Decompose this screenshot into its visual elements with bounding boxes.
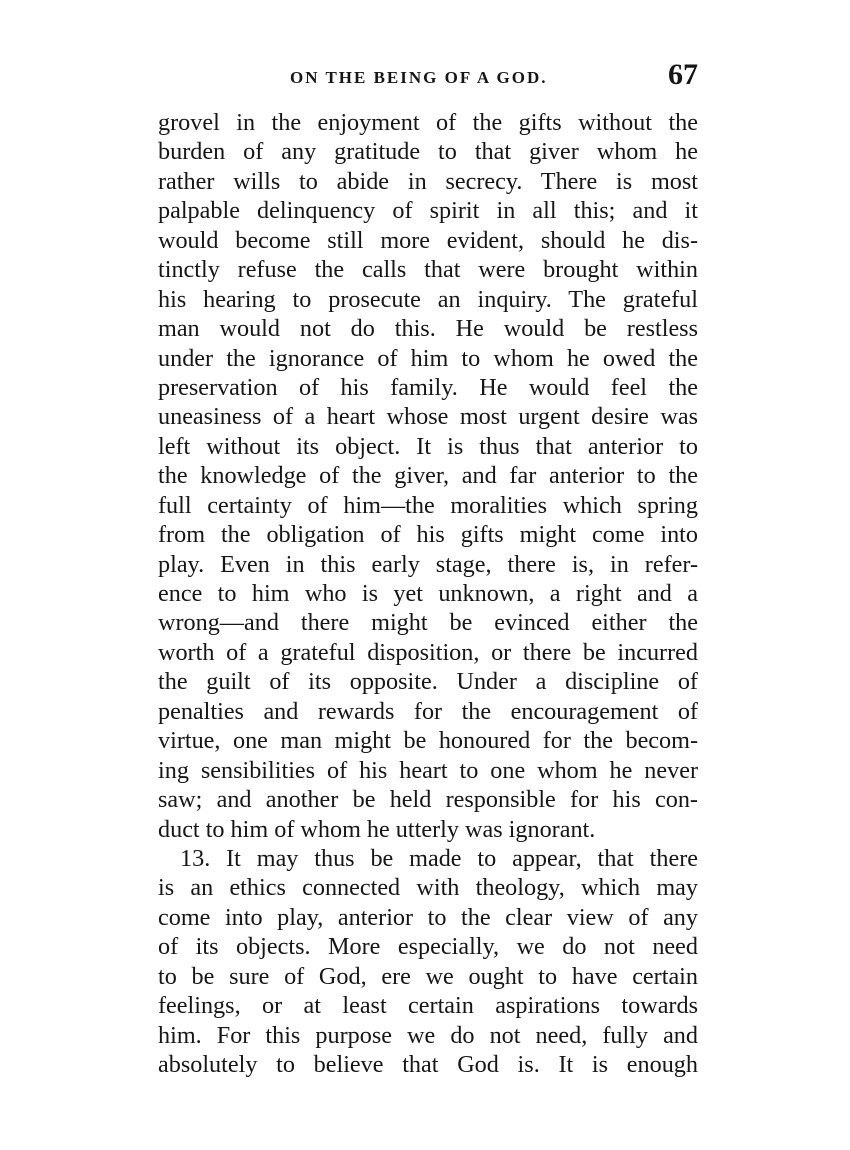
- text-line: to be sure of God, ere we ought to have certain: [158, 962, 698, 990]
- text-line: his hearing to prosecute an inquiry. The grateful: [158, 285, 698, 313]
- text-line: would become still more evident, should he dis-: [158, 226, 698, 254]
- text-line: virtue, one man might be honoured for the becom-: [158, 727, 698, 755]
- text-line: palpable delinquency of spirit in all this; and it: [158, 197, 698, 225]
- text-line: the guilt of its opposite. Under a discipline of: [158, 668, 698, 696]
- text-line: feelings, or at least certain aspirations towards: [158, 992, 698, 1020]
- text-line: come into play, anterior to the clear view of any: [158, 903, 698, 931]
- text-line: is an ethics connected with theology, which may: [158, 874, 698, 902]
- text-line: rather wills to abide in secrecy. There is most: [158, 167, 698, 195]
- text-line: absolutely to believe that God is. It is enough: [158, 1051, 698, 1078]
- text-line: penalties and rewards for the encouragement of: [158, 697, 698, 725]
- text-line: of its objects. More especially, we do not need: [158, 933, 698, 961]
- body-text: [158, 108, 698, 1079]
- text-line: man would not do this. He would be restless: [158, 315, 698, 343]
- paragraph-start-line: 13. It may thus be made to appear, that there: [180, 844, 698, 872]
- text-line: grovel in the enjoyment of the gifts without the: [158, 109, 698, 136]
- text-line: worth of a grateful disposition, or there be incurred: [158, 638, 698, 666]
- text-line: left without its object. It is thus that anterior to: [158, 432, 698, 460]
- text-line: the knowledge of the giver, and far anterior to the: [158, 462, 698, 490]
- text-line: ing sensibilities of his heart to one whom he never: [158, 756, 698, 784]
- paragraph-end-line: duct to him of whom he utterly was ignorant.: [158, 815, 596, 843]
- text-line: play. Even in this early stage, there is, in refer-: [158, 550, 698, 578]
- text-line: burden of any gratitude to that giver whom he: [158, 138, 698, 166]
- text-line: under the ignorance of him to whom he owed the: [158, 344, 698, 372]
- text-line: uneasiness of a heart whose most urgent desire was: [158, 403, 698, 431]
- text-line: saw; and another be held responsible for his con-: [158, 786, 698, 814]
- text-line: preservation of his family. He would feel the: [158, 373, 698, 401]
- text-line: him. For this purpose we do not need, fully and: [158, 1021, 698, 1049]
- text-line: ence to him who is yet unknown, a right and a: [158, 580, 698, 607]
- text-line: full certainty of him—the moralities which spring: [158, 491, 698, 519]
- page-number: 67: [668, 58, 698, 91]
- text-line: from the obligation of his gifts might come into: [158, 521, 698, 549]
- running-title: ON THE BEING OF A GOD.: [290, 68, 548, 87]
- text-line: tinctly refuse the calls that were brought within: [158, 256, 698, 284]
- running-head: [158, 58, 698, 98]
- text-line: wrong—and there might be evinced either the: [158, 609, 698, 637]
